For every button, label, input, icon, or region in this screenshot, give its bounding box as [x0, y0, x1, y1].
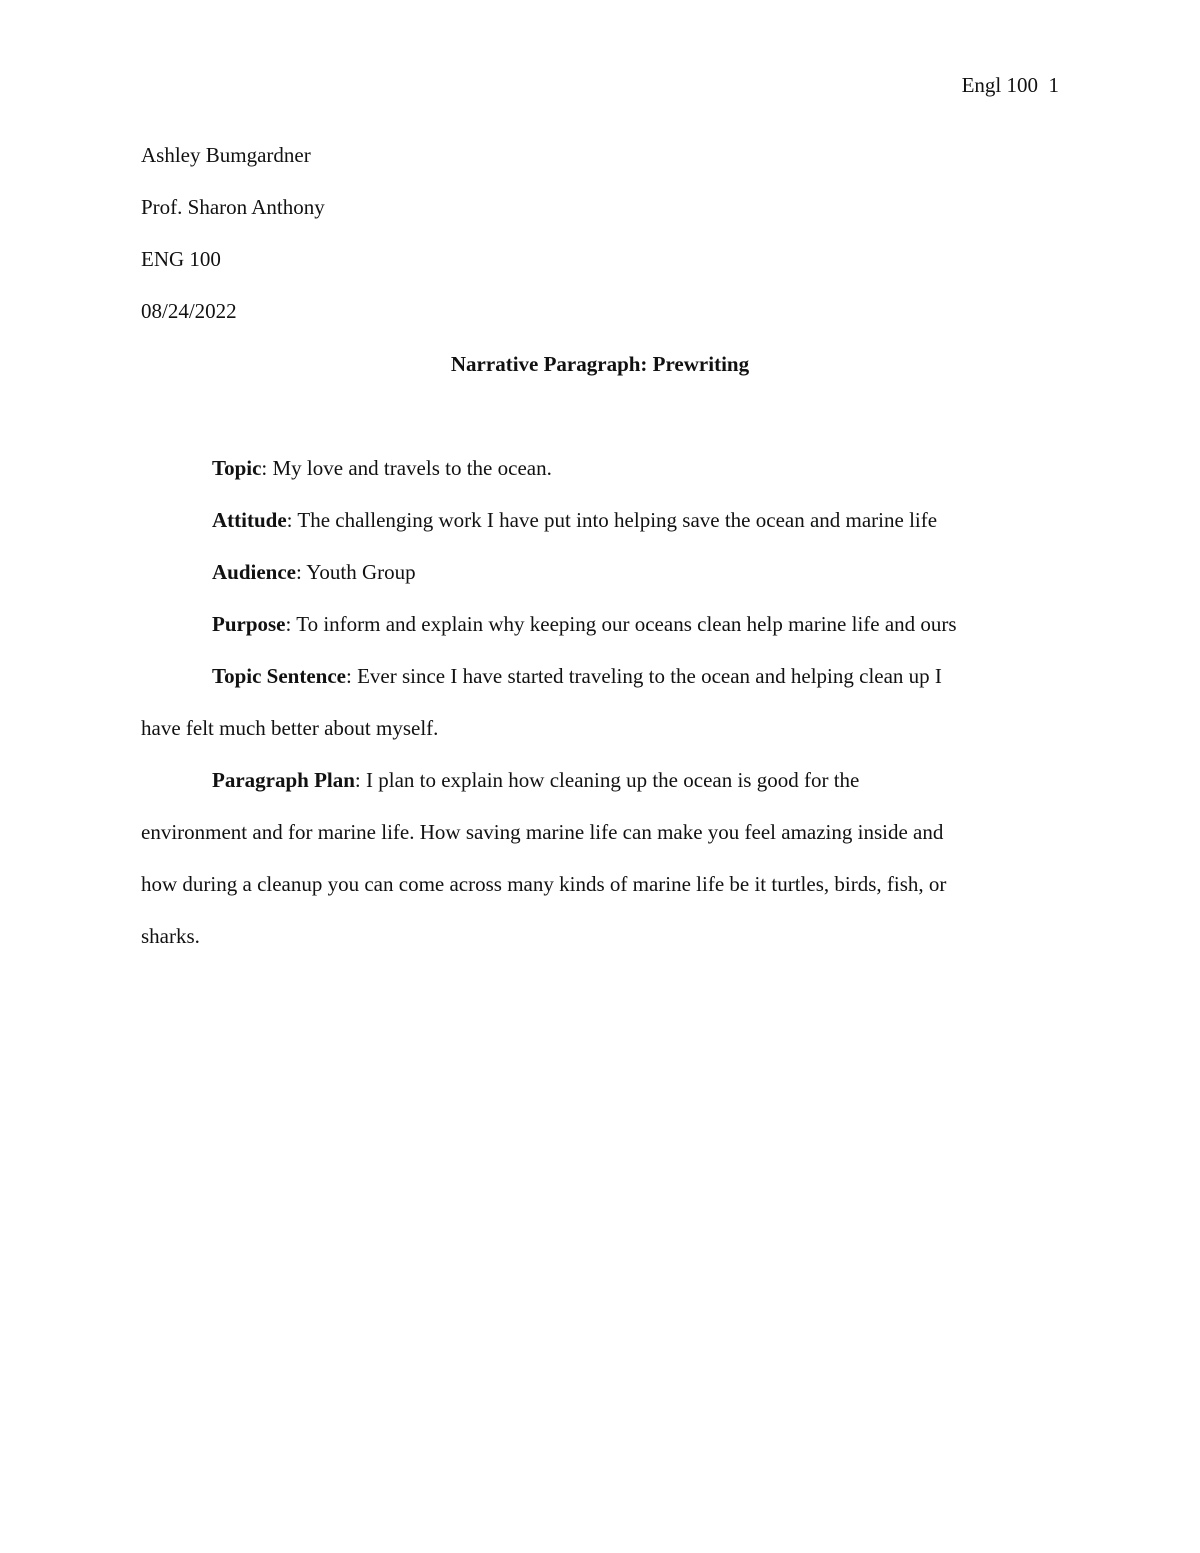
- paragraph-plan-line-3: how during a cleanup you can come across many kinds of marine life be it turtles, birds, fish, or: [141, 872, 947, 896]
- topic-sentence-label: Topic Sentence: [212, 664, 346, 688]
- topic-line: [212, 458, 552, 479]
- paragraph-plan-text: : I plan to explain how cleaning up the ocean is good for the: [354, 768, 860, 792]
- document-title: Narrative Paragraph: Prewriting: [450, 352, 750, 376]
- course-name: ENG 100: [141, 247, 221, 271]
- audience-label: Audience: [212, 560, 296, 584]
- attitude-label: Attitude: [212, 508, 287, 532]
- audience-text: : Youth Group: [296, 560, 416, 584]
- purpose-line: [212, 614, 957, 635]
- purpose-label: Purpose: [212, 612, 286, 636]
- purpose-text: : To inform and explain why keeping our oceans clean help marine life and ours: [285, 612, 957, 636]
- attitude-line: [212, 510, 937, 531]
- professor-name: Prof. Sharon Anthony: [141, 195, 325, 219]
- topic-sentence-line: [212, 666, 942, 687]
- running-head: Engl 100 1: [961, 73, 1059, 97]
- topic-sentence-continuation: have felt much better about myself.: [141, 716, 439, 740]
- topic-label: Topic: [212, 456, 262, 480]
- document-date: 08/24/2022: [141, 299, 237, 323]
- topic-text: : My love and travels to the ocean.: [261, 456, 552, 480]
- attitude-text: : The challenging work I have put into helping save the ocean and marine life: [286, 508, 938, 532]
- audience-line: [212, 562, 416, 583]
- paragraph-plan-label: Paragraph Plan: [212, 768, 355, 792]
- paragraph-plan-line-4: sharks.: [141, 924, 200, 948]
- student-name: Ashley Bumgardner: [141, 143, 311, 167]
- paragraph-plan-line: [212, 770, 859, 791]
- topic-sentence-text: : Ever since I have started traveling to the ocean and helping clean up I: [345, 664, 942, 688]
- paragraph-plan-line-2: environment and for marine life. How saving marine life can make you feel amazing inside and: [141, 820, 944, 844]
